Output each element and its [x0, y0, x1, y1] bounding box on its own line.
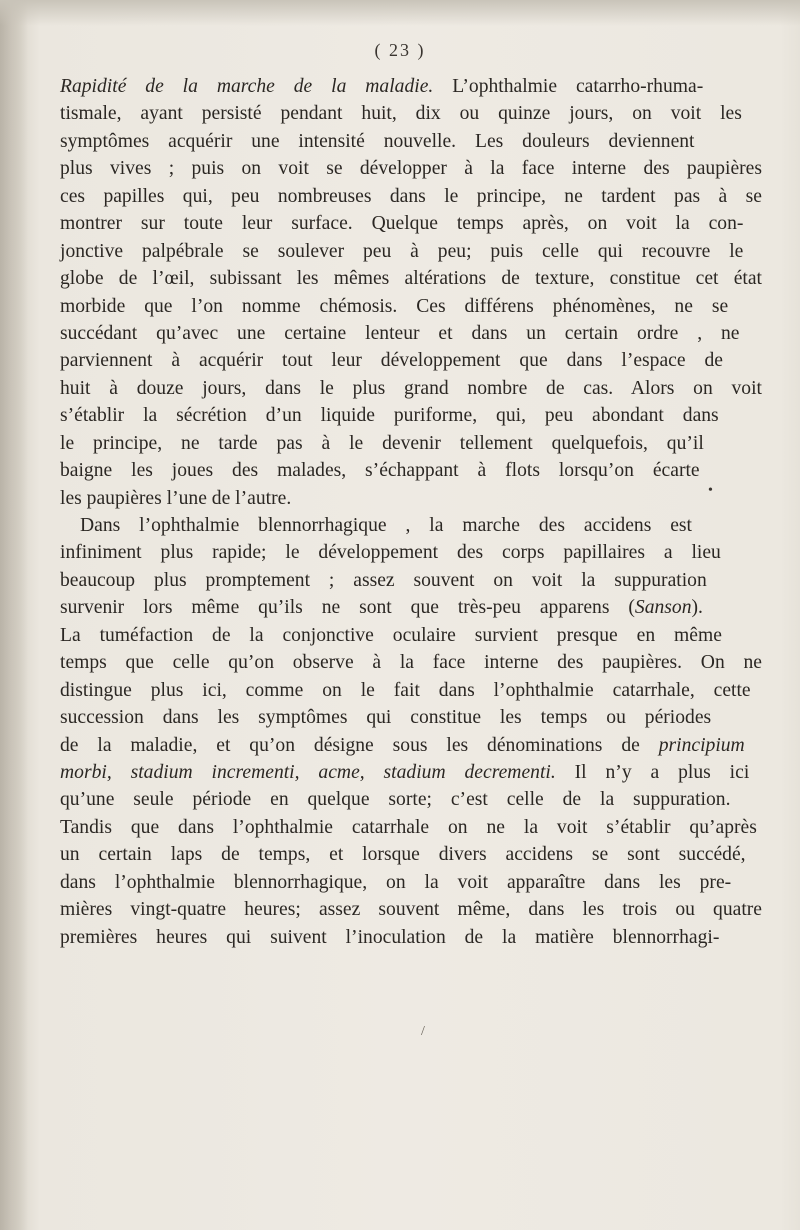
- stray-slash-mark: /: [421, 1024, 425, 1039]
- text-line: [60, 73, 762, 100]
- line-text: qu’une seule période en quelque sorte; c’est celle de la suppuration.: [60, 789, 731, 811]
- text-line: [60, 210, 762, 237]
- text-line: [60, 677, 762, 704]
- text-line: [60, 375, 762, 402]
- text-line: [60, 759, 762, 786]
- line-text: le principe, ne tarde pas à le devenir tellement quelquefois, qu’il: [60, 432, 704, 454]
- line-text: succession dans les symptômes qui constitue les temps ou périodes: [60, 707, 712, 729]
- line-text: morbide que l’on nomme chémosis. Ces différens phénomènes, ne se: [60, 295, 729, 317]
- line-text: les paupières l’une de l’autre.: [60, 487, 292, 509]
- italic-phrase: principium: [658, 734, 745, 756]
- line-text: infiniment plus rapide; le développement des corps papillaires a lieu: [60, 542, 721, 564]
- text-line: [60, 594, 762, 621]
- text-line: [60, 841, 762, 868]
- line-text: survenir lors même qu’ils ne sont que très-peu apparens (: [60, 597, 635, 619]
- line-text: La tuméfaction de la conjonctive oculaire survient presque en même: [60, 624, 722, 646]
- line-text: Dans l’ophthalmie blennorrhagique , la marche des accidens est: [80, 515, 693, 536]
- italic-phrase: Rapidité de la marche de la maladie.: [60, 76, 434, 97]
- text-line: [60, 238, 762, 265]
- line-text: globe de l’œil, subissant les mêmes altérations de texture, constitue cet état: [60, 268, 762, 290]
- line-text: L’ophthalmie catarrho-rhuma-: [433, 76, 704, 97]
- line-text: Il n’y a plus ici: [555, 761, 750, 783]
- line-text-end: ).: [691, 597, 703, 619]
- line-text: symptômes acquérir une intensité nouvelle. Les douleurs deviennent: [60, 130, 695, 152]
- text-line: [60, 814, 762, 841]
- text-line: [60, 183, 762, 210]
- line-text: un certain laps de temps, et lorsque divers accidens se sont succédé,: [60, 844, 746, 866]
- text-line: [60, 896, 762, 923]
- text-line: [60, 100, 762, 127]
- line-text: jonctive palpébrale se soulever peu à peu; puis celle qui recouvre le: [60, 240, 744, 262]
- text-line: [60, 786, 762, 813]
- text-line: [60, 293, 762, 320]
- line-text: succédant qu’avec une certaine lenteur et dans un certain ordre , ne: [60, 322, 740, 344]
- text-line: [60, 320, 762, 347]
- page-top-shadow: [0, 0, 800, 26]
- book-binding-shadow: [0, 0, 28, 1230]
- line-text: premières heures qui suivent l’inoculation de la matière blennorrhagi-: [60, 926, 720, 948]
- text-line: [60, 924, 762, 951]
- text-line: [60, 485, 762, 512]
- line-text: s’établir la sécrétion d’un liquide puriforme, qui, peu abondant dans: [60, 405, 719, 427]
- text-line: [60, 622, 762, 649]
- line-text: parviennent à acquérir tout leur développement que dans l’espace de: [60, 350, 723, 372]
- line-text: temps que celle qu’on observe à la face interne des paupières. On ne: [60, 652, 762, 674]
- line-text: beaucoup plus promptement ; assez souvent on voit la suppuration: [60, 569, 707, 591]
- line-text: Tandis que dans l’ophthalmie catarrhale on ne la voit s’établir qu’après: [60, 816, 757, 838]
- italic-phrase: morbi, stadium incrementi, acme, stadium decrementi.: [60, 761, 556, 783]
- italic-phrase: Sanson: [634, 597, 692, 619]
- text-line: [60, 430, 762, 457]
- line-text: tismale, ayant persisté pendant huit, dix ou quinze jours, on voit les: [60, 103, 742, 125]
- text-line: [60, 732, 762, 759]
- line-text: montrer sur toute leur surface. Quelque temps après, on voit la con-: [60, 213, 744, 235]
- line-text: dans l’ophthalmie blennorrhagique, on la voit apparaître dans les pre-: [60, 871, 732, 893]
- text-line: [60, 265, 762, 292]
- page-number: ( 23 ): [374, 40, 426, 60]
- text-line: [60, 649, 762, 676]
- body-text: [60, 73, 762, 951]
- line-text: plus vives ; puis on voit se développer à la face interne des paupières: [60, 158, 762, 180]
- text-line: [60, 402, 762, 429]
- text-line: [60, 539, 762, 566]
- text-line: [60, 704, 762, 731]
- text-line: [60, 457, 762, 484]
- text-line: [60, 512, 762, 539]
- text-line: [60, 155, 762, 182]
- line-text: mières vingt-quatre heures; assez souvent même, dans les trois ou quatre: [60, 899, 762, 921]
- text-line: [60, 869, 762, 896]
- text-line: [60, 567, 762, 594]
- text-line: [60, 347, 762, 374]
- line-text: ces papilles qui, peu nombreuses dans le principe, ne tardent pas à se: [60, 185, 762, 207]
- line-text: distingue plus ici, comme on le fait dans l’ophthalmie catarrhale, cette: [60, 679, 751, 701]
- line-text: de la maladie, et qu’on désigne sous les dénominations de: [60, 734, 659, 756]
- text-line: [60, 128, 762, 155]
- line-text: huit à douze jours, dans le plus grand nombre de cas. Alors on voit: [60, 377, 762, 399]
- bullet-mark: •: [708, 483, 713, 498]
- line-text: baigne les joues des malades, s’échappant à flots lorsqu’on écarte: [60, 460, 700, 482]
